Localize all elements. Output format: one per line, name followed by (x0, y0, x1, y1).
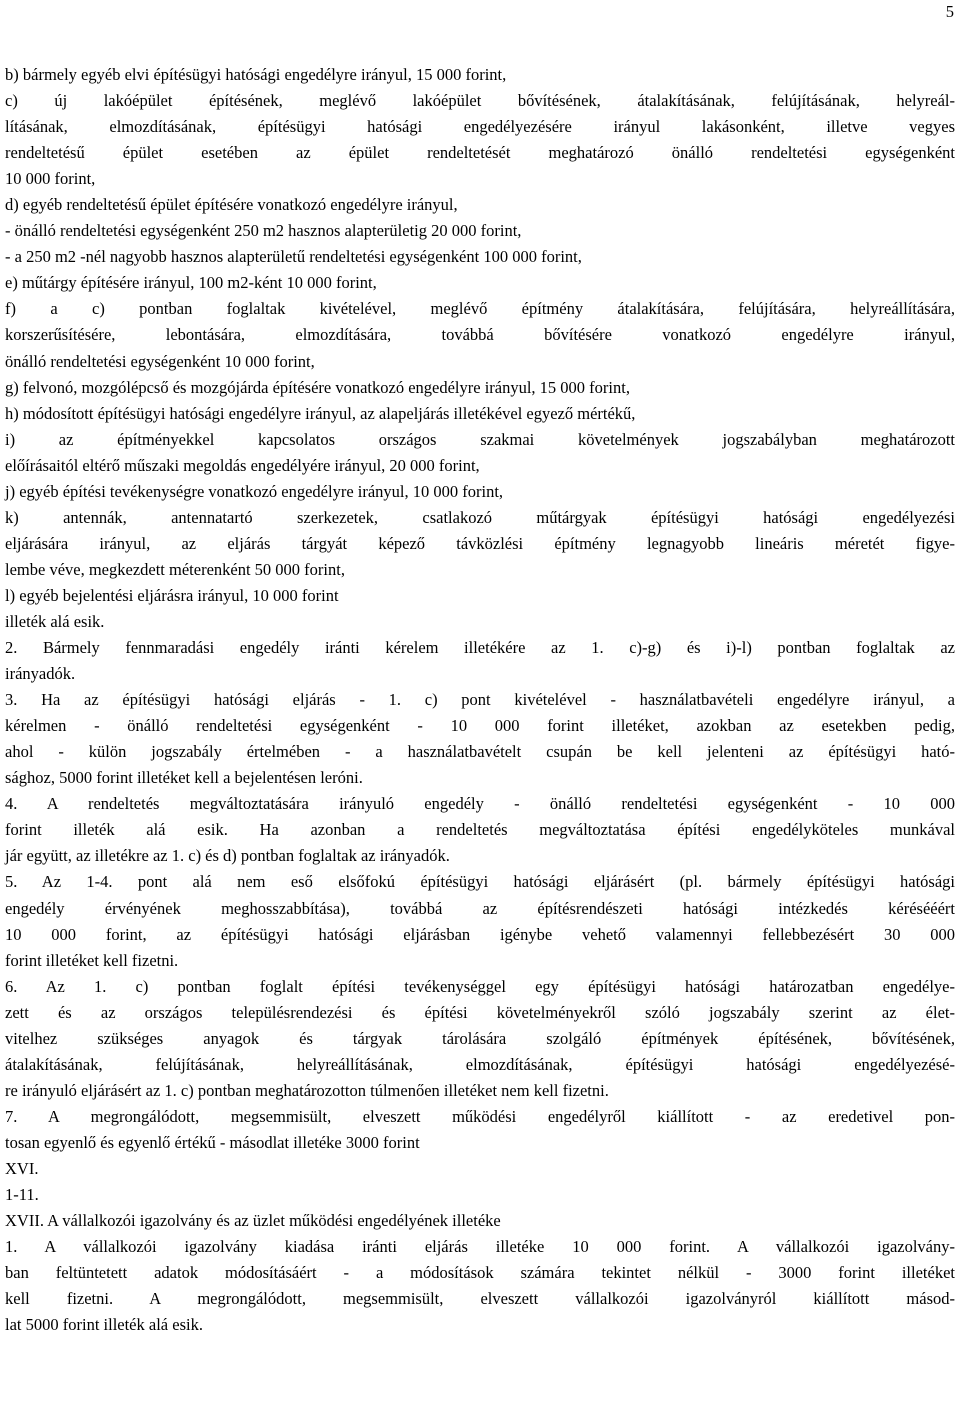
text-line: 1. A vállalkozói igazolvány kiadása iránti eljárás illetéke 10 000 forint. A vállalkozói igazolvány- (5, 1237, 955, 1257)
text-line: kérelmen - önálló rendeltetési egységenként - 10 000 forint illetéket, azokban az esetekben pedig, (5, 716, 955, 736)
text-line: 4. A rendeltetés megváltoztatására irányuló engedély - önálló rendeltetési egységenként - 10 000 (5, 794, 955, 814)
text-line: h) módosított építésügyi hatósági engedélyre irányul, az alapeljárás illetékével egyező mértékű, (5, 403, 636, 423)
text-line: - önálló rendeltetési egységenként 250 m2 hasznos alapterületig 20 000 forint, (5, 221, 522, 241)
text-line: 3. Ha az építésügyi hatósági eljárás - 1. c) pont kivételével - használatbavételi engedélyre irányul, a (5, 690, 955, 710)
text-line: e) műtárgy építésére irányul, 100 m2-ként 10 000 forint, (5, 273, 377, 293)
text-line: XVI. (5, 1158, 39, 1178)
text-line: i) az építményekkel kapcsolatos országos szakmai követelmények jogszabályban meghatározott (5, 429, 955, 449)
text-line: lat 5000 forint illeték alá esik. (5, 1315, 203, 1335)
text-line: 10 000 forint, (5, 169, 96, 189)
text-line: d) egyéb rendeltetésű épület építésére vonatkozó engedélyre irányul, (5, 195, 458, 215)
text-line: sághoz, 5000 forint illetéket kell a bejelentésen leróni. (5, 768, 363, 788)
text-line: - a 250 m2 -nél nagyobb hasznos alapterületű rendeltetési egységenként 100 000 forint, (5, 247, 582, 267)
page-number: 5 (945, 2, 954, 21)
text-line: 7. A megrongálódott, megsemmisült, elveszett működési engedélyről kiállított - az eredetivel pon- (5, 1106, 955, 1126)
text-line: korszerűsítésére, lebontására, elmozdítására, továbbá bővítésére vonatkozó engedélyre irányul, (5, 325, 955, 345)
text-line: zett és az országos településrendezési és építési követelményekről szóló jogszabály szerint az élet- (5, 1002, 955, 1022)
text-line: ban feltüntetett adatok módosításáért - a módosítások számára tekintet nélkül - 3000 forint illetéket (5, 1263, 955, 1283)
text-line: engedély érvényének meghosszabbítása), továbbá az építésrendészeti hatósági intézkedés kérésééért (5, 898, 955, 918)
text-line: kell fizetni. A megrongálódott, megsemmisült, elveszett vállalkozói igazolványról kiállított másod- (5, 1289, 955, 1309)
text-line: 6. Az 1. c) pontban foglalt építési tevékenységgel egy építésügyi hatósági határozatban engedélye- (5, 976, 955, 996)
text-line: lembe véve, megkezdett méterenként 50 000 forint, (5, 559, 345, 579)
text-line: f) a c) pontban foglaltak kivételével, meglévő építmény átalakítására, felújítására, helyreállítására, (5, 299, 955, 319)
text-line: ahol - külön jogszabály értelmében - a használatbavételt csupán be kell jelenteni az építésügyi ható- (5, 742, 955, 762)
text-line: forint illetéket kell fizetni. (5, 950, 179, 970)
text-line: eljárására irányul, az eljárás tárgyát képező távközlési építmény legnagyobb lineáris méretét figye- (5, 533, 955, 553)
text-line: g) felvonó, mozgólépcső és mozgójárda építésére vonatkozó engedélyre irányul, 15 000 forint, (5, 377, 630, 397)
text-line: előírásaitól eltérő műszaki megoldás engedélyére irányul, 20 000 forint, (5, 455, 480, 475)
body-text (5, 62, 955, 1338)
text-line: irányadók. (5, 664, 76, 684)
text-line: l) egyéb bejelentési eljárásra irányul, 10 000 forint (5, 585, 339, 605)
text-line: b) bármely egyéb elvi építésügyi hatósági engedélyre irányul, 15 000 forint, (5, 65, 507, 84)
text-line: rendeltetésű épület esetében az épület rendeltetését meghatározó önálló rendeltetési egységenként (5, 143, 955, 163)
text-line: vitelhez szükséges anyagok és tárgyak tárolására szolgáló építmények építésének, bővítésének, (5, 1028, 955, 1048)
text-line: 1-11. (5, 1185, 39, 1205)
text-line: XVII. A vállalkozói igazolvány és az üzlet működési engedélyének illetéke (5, 1211, 501, 1231)
text-line: jár együtt, az illetékre az 1. c) és d) pontban foglaltak az irányadók. (5, 846, 450, 866)
text-line: j) egyéb építési tevékenységre vonatkozó engedélyre irányul, 10 000 forint, (5, 481, 504, 501)
text-line: illeték alá esik. (5, 611, 105, 631)
text-line: re irányuló eljárásért az 1. c) pontban meghatározotton túlmenően illetéket nem kell fizetni. (5, 1080, 609, 1100)
text-line: átalakításának, felújításának, helyreállításának, elmozdításának, építésügyi hatósági engedélyezésé- (5, 1054, 955, 1074)
text-line: lításának, elmozdításának, építésügyi hatósági engedélyezésére irányul lakásonként, illetve vegyes (5, 117, 955, 137)
text-line: 2. Bármely fennmaradási engedély iránti kérelem illetékére az 1. c)-g) és i)-l) pontban foglaltak az (5, 638, 955, 658)
text-line: 5. Az 1-4. pont alá nem eső elsőfokú építésügyi hatósági eljárásért (pl. bármely építésügyi hatósági (5, 872, 955, 892)
text-line: tosan egyenlő és egyenlő értékű - másodlat illetéke 3000 forint (5, 1132, 420, 1152)
text-line: 10 000 forint, az építésügyi hatósági eljárásban igénybe vehető valamennyi fellebbezésért 30 000 (5, 924, 955, 944)
text-line: k) antennák, antennatartó szerkezetek, csatlakozó műtárgyak építésügyi hatósági engedélyezési (5, 507, 955, 527)
text-line: önálló rendeltetési egységenként 10 000 forint, (5, 351, 315, 371)
text-line: c) új lakóépület építésének, meglévő lakóépület bővítésének, átalakításának, felújításának, helyreál- (5, 91, 955, 111)
text-line: forint illeték alá esik. Ha azonban a rendeltetés megváltoztatása építési engedélyköteles munkával (5, 820, 955, 840)
